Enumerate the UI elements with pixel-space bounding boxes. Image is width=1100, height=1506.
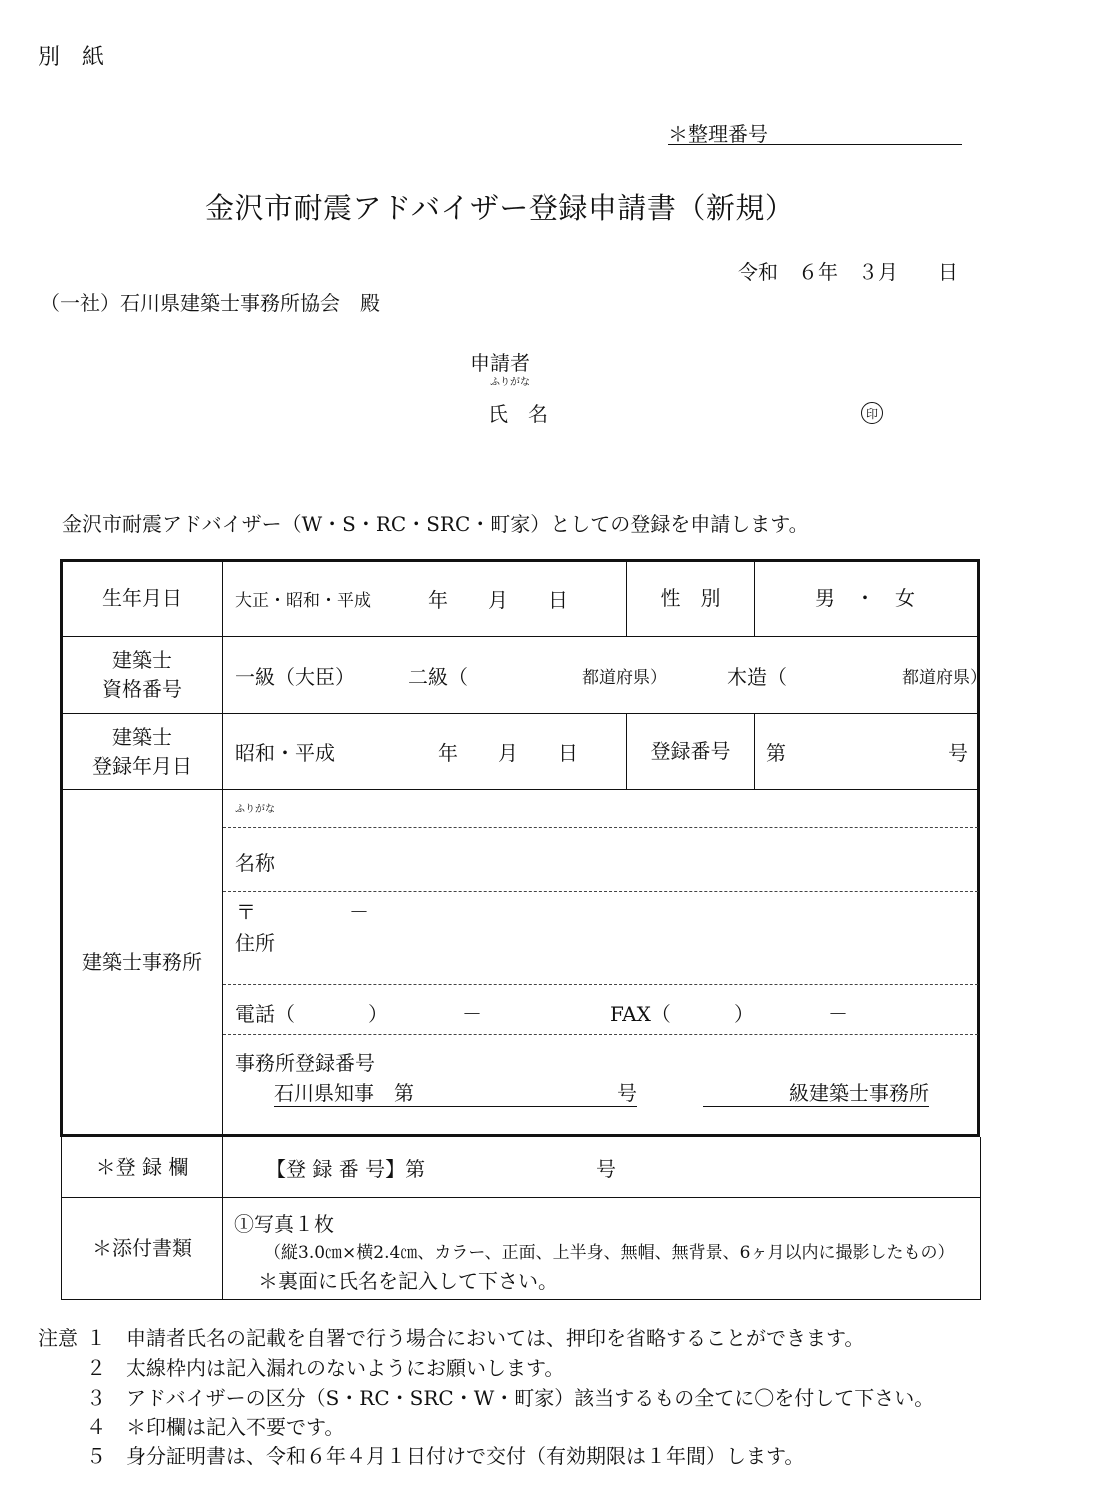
birth-date-label: 生年月日 — [102, 586, 182, 610]
attachment-label: 別 紙 — [38, 45, 105, 70]
registration-date-field[interactable]: 年 月 日 — [438, 741, 578, 765]
attached-docs-photo-spec: （縦3.0㎝×横2.4㎝、カラー、正面、上半身、無帽、無背景、6ヶ月以内に撮影したもの） — [264, 1243, 955, 1263]
governor-label: 石川県知事 第 — [274, 1081, 414, 1105]
registration-number-prefix: 第 — [766, 741, 786, 765]
office-fax-label[interactable]: FAX（ — [610, 1002, 671, 1026]
office-postal-dash: － — [349, 900, 369, 924]
office-registration-field[interactable] — [274, 1077, 637, 1107]
applicant-label: 申請者 — [470, 351, 530, 375]
office-label: 建築士事務所 — [82, 950, 202, 974]
registration-number-label: 登録番号 — [650, 739, 731, 763]
license-second-class[interactable]: 二級（ — [408, 664, 468, 689]
registration-number-suffix: 号 — [948, 741, 968, 765]
office-fax-dash: － — [828, 1002, 848, 1026]
seal-mark[interactable] — [861, 402, 883, 424]
addressee: （一社）石川県建築士事務所協会 殿 — [40, 291, 380, 315]
note-item: ５ 身分証明書は、令和６年４月１日付けで交付（有効期限は１年間）します。 — [86, 1444, 805, 1468]
sex-label: 性 別 — [660, 586, 721, 610]
attached-docs-photo: ①写真１枚 — [234, 1212, 334, 1236]
reference-number-label: ＊整理番号 — [668, 122, 768, 146]
birth-date-field[interactable]: 年 月 日 — [428, 588, 568, 612]
registration-label-line1: 建築士 — [112, 724, 172, 749]
license-wood[interactable]: 木造（ — [727, 664, 787, 689]
attached-docs-note: ＊裏面に氏名を記入して下さい。 — [258, 1269, 558, 1293]
license-wood-pref: 都道府県） — [902, 667, 987, 688]
office-fax-close: ） — [734, 1002, 754, 1026]
office-name-field[interactable]: 名称 — [235, 851, 275, 875]
application-statement: 金沢市耐震アドバイザー（W・S・RC・SRC・町家）としての登録を申請します。 — [62, 512, 809, 536]
registration-field-suffix: 号 — [596, 1157, 616, 1181]
note-item: １ 申請者氏名の記載を自署で行う場合においては、押印を省略することができます。 — [86, 1326, 865, 1350]
registration-label-line2: 登録年月日 — [92, 753, 192, 778]
office-phone-dash: － — [462, 1002, 482, 1026]
license-label-line2: 資格番号 — [102, 677, 182, 701]
license-second-pref: 都道府県） — [582, 667, 667, 688]
note-item: ４ ＊印欄は記入不要です。 — [86, 1415, 345, 1439]
birth-era-options[interactable]: 大正・昭和・平成 — [235, 591, 371, 611]
office-phone-label[interactable]: 電話（ — [235, 1002, 295, 1026]
office-address-field[interactable]: 住所 — [235, 931, 275, 955]
office-registration-suffix: 号 — [617, 1081, 637, 1105]
registration-field-label: ＊登 録 欄 — [95, 1155, 189, 1179]
reference-number-field[interactable] — [668, 118, 962, 145]
note-item: ２ 太線枠内は記入漏れのないようにお願いします。 — [86, 1356, 565, 1380]
note-item: ３ アドバイザーの区分（S・RC・SRC・W・町家）該当するもの全てに〇を付して下さい。 — [86, 1386, 935, 1410]
page-title: 金沢市耐震アドバイザー登録申請書（新規） — [205, 191, 795, 225]
license-number-label — [62, 637, 222, 713]
office-postal-mark: 〒 — [236, 900, 256, 924]
office-furigana: ふりがな — [235, 804, 275, 815]
office-phone-close: ） — [368, 1002, 388, 1026]
applicant-furigana: ふりがな — [490, 377, 530, 388]
registration-field-number: 【登 録 番 号】第 — [266, 1157, 426, 1181]
notes-lead: 注意 — [38, 1326, 78, 1350]
license-label-line1: 建築士 — [112, 648, 172, 672]
registration-era-options[interactable]: 昭和・平成 — [235, 741, 335, 765]
attached-docs-label: ＊添付書類 — [92, 1236, 192, 1260]
sex-options[interactable]: 男 ・ 女 — [815, 586, 915, 610]
application-date: 令和 ６年 ３月 日 — [738, 260, 958, 284]
license-first-class[interactable]: 一級（大臣） — [235, 664, 355, 689]
office-class-field[interactable]: 級建築士事務所 — [703, 1077, 929, 1107]
office-registration-label: 事務所登録番号 — [235, 1051, 375, 1075]
applicant-name-label: 氏 名 — [488, 402, 548, 426]
seal-label: 印 — [865, 406, 878, 421]
registration-date-label — [62, 714, 222, 789]
